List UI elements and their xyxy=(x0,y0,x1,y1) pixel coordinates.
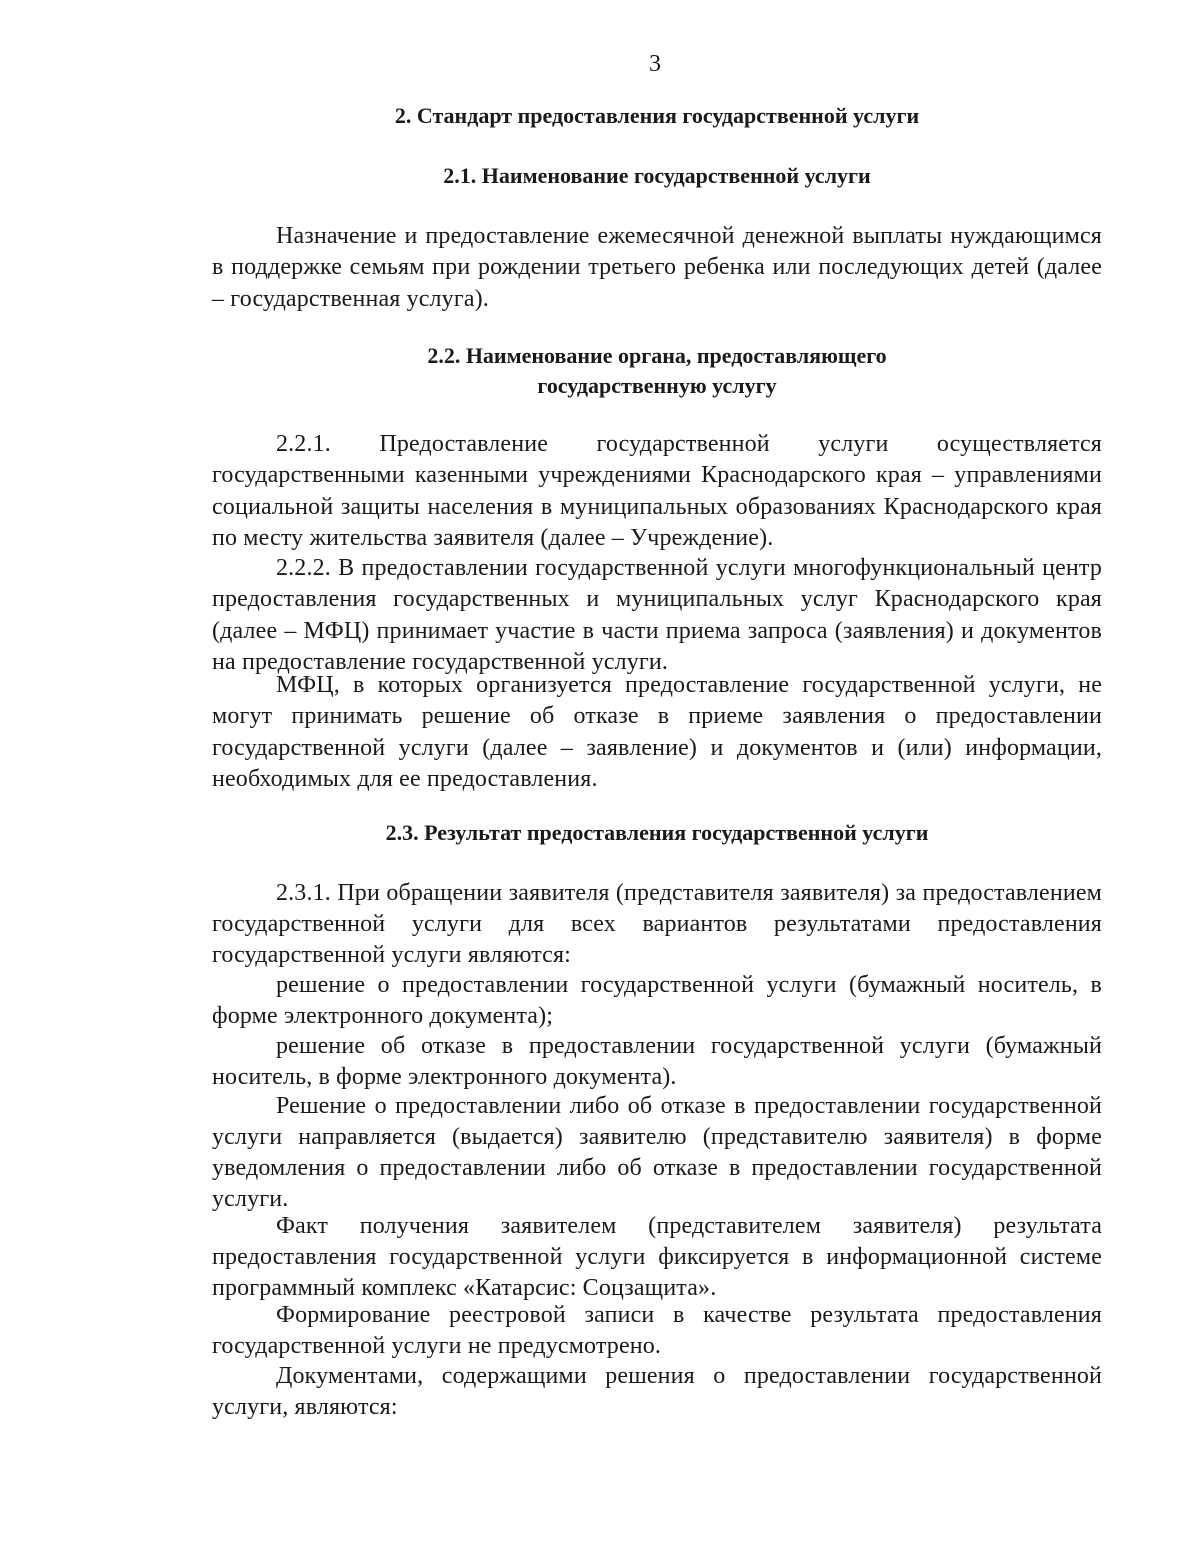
section-2-2-mfc-text: МФЦ, в которых организуется предоставление государственной услуги, не могут принимать решение об отказе в приеме заявления о предоставлении государственной услуги (далее – заявление) и документов и (или) информации, необходимых для ее предоставления. xyxy=(212,672,1102,793)
section-2-title: 2. Стандарт предоставления государственной услуги xyxy=(394,103,920,128)
section-2-1-text: Назначение и предоставление ежемесячной денежной выплаты нуждающимся в поддержке семьям при рождении третьего ребенка или последующих детей (далее – государственная услуга). xyxy=(212,223,1102,312)
decision-documents-text: Документами, содержащими решения о предоставлении государственной услуги, являются: xyxy=(212,1363,1102,1420)
result-receipt-text: Факт получения заявителем (представителем заявителя) результата предоставления государственной услуги фиксируется в информационной системе программный комплекс «Катарсис: Соцзащита». xyxy=(212,1213,1102,1301)
registry-record-text: Формирование реестровой записи в качестве результата предоставления государственной услуги не предусмотрено. xyxy=(212,1302,1102,1359)
section-2-2-2-text: 2.2.2. В предоставлении государственной услуги многофункциональный центр предоставления государственных и муниципальных услуг Краснодарского края (далее – МФЦ) принимает участие в части приема запроса (заявления) и документов на предоставление государственной услуги. xyxy=(212,555,1102,676)
section-2-3-title: 2.3. Результат предоставления государственной услуги xyxy=(385,820,929,845)
decision-delivery-text: Решение о предоставлении либо об отказе в предоставлении государственной услуги направляется (выдается) заявителю (представителю заявителя) в форме уведомления о предоставлении либо об отказе в предоставлении государственной услуги. xyxy=(212,1093,1102,1212)
section-2-2-1-text: 2.2.1. Предоставление государственной услуги осуществляется государственными казенными учреждениями Краснодарского края – управлениями социальной защиты населения в муниципальных образованиях Краснодарского края по месту жительства заявителя (далее – Учреждение). xyxy=(212,431,1102,552)
section-2-2-title-line2: государственную услугу xyxy=(537,373,777,398)
section-2-2-title-line1: 2.2. Наименование органа, предоставляющего xyxy=(427,343,887,368)
result-decision-refusal: решение об отказе в предоставлении государственной услуги (бумажный носитель, в форме электронного документа). xyxy=(212,1033,1102,1090)
section-2-1-title: 2.1. Наименование государственной услуги xyxy=(443,163,871,188)
page-number: 3 xyxy=(649,51,661,77)
result-decision-grant: решение о предоставлении государственной услуги (бумажный носитель, в форме электронного документа); xyxy=(212,972,1102,1029)
section-2-2-title xyxy=(212,341,1102,401)
section-2-3-1-text: 2.3.1. При обращении заявителя (представителя заявителя) за предоставлением государственной услуги для всех вариантов результатами предоставления государственной услуги являются: xyxy=(212,880,1102,968)
